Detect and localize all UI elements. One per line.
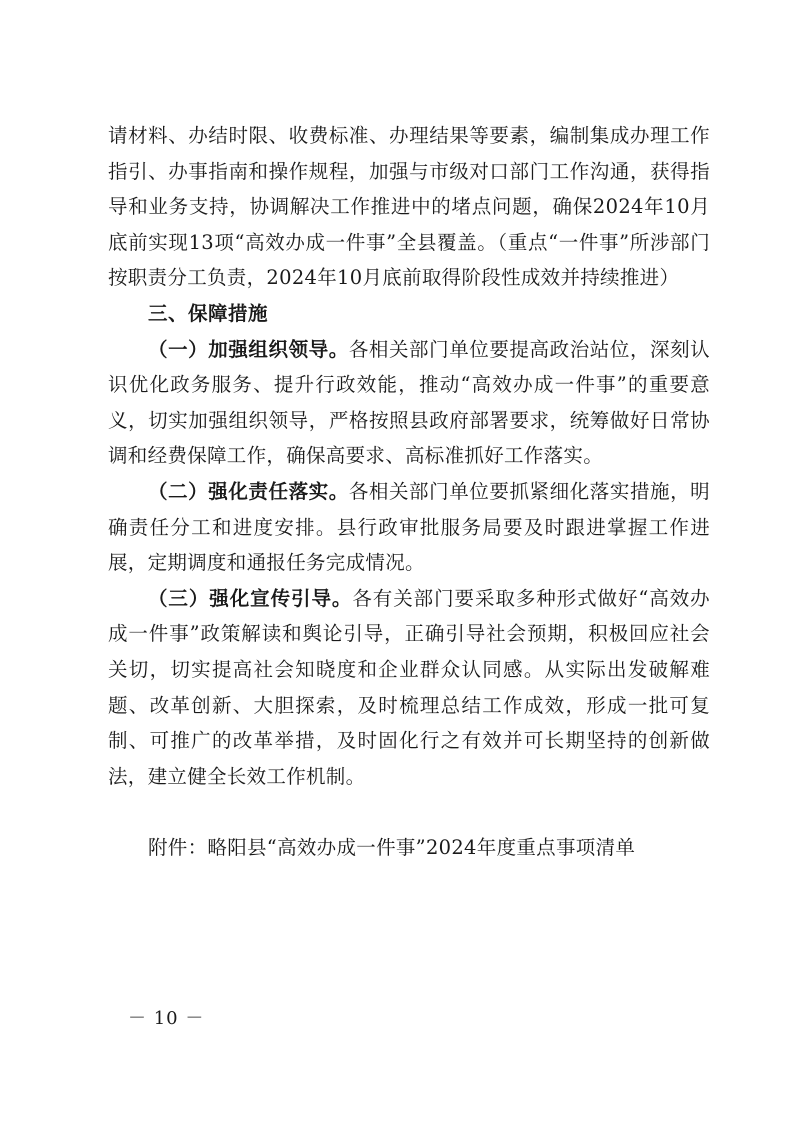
- measure-lead-3: （三）强化宣传引导。: [148, 586, 353, 610]
- measure-body-2: 各相关部门单位要抓紧细化落实措施，明确责任分工和进度安排。县行政审批服务局要及时跟进掌握工作进展，定期调度和通报任务完成情况。: [108, 479, 710, 575]
- measure-lead-1: （一）加强组织领导。: [148, 337, 349, 361]
- section-heading: 三、保障措施: [148, 301, 269, 325]
- attachment-line: 附件：略阳县“高效办成一件事”2024年度重点事项清单: [148, 836, 636, 860]
- page-number: － 10 －: [128, 1008, 205, 1029]
- measure-paragraph-1: [108, 332, 710, 474]
- continuation-paragraph: 请材料、办结时限、收费标准、办理结果等要素，编制集成办理工作指引、办事指南和操作规程，加强与市级对口部门工作沟通，获得指导和业务支持，协调解决工作推进中的堵点问题，确保2024年10月底前实现13项“高效办成一件事”全县覆盖。（重点“一件事”所涉部门按职责分工负责，2024年10月底前取得阶段性成效并持续推进）: [108, 124, 710, 290]
- measure-lead-2: （二）强化责任落实。: [148, 479, 349, 503]
- measure-paragraph-3: [108, 581, 710, 795]
- measure-paragraph-2: [108, 474, 710, 581]
- measure-body-3: 各有关部门要采取多种形式做好“高效办成一件事”政策解读和舆论引导，正确引导社会预期，积极回应社会关切，切实提高社会知晓度和企业群众认同感。从实际出发破解难题、改革创新、大胆探索，及时梳理总结工作成效，形成一批可复制、可推广的改革举措，及时固化行之有效并可长期坚持的创新做法，建立健全长效工作机制。: [108, 586, 710, 788]
- document-body: [108, 118, 710, 866]
- attachment-spacer: [108, 794, 710, 830]
- measure-body-1: 各相关部门单位要提高政治站位，深刻认识优化政务服务、提升行政效能，推动“高效办成一件事”的重要意义，切实加强组织领导，严格按照县政府部署要求，统筹做好日常协调和经费保障工作，确保高要求、高标准抓好工作落实。: [108, 337, 710, 468]
